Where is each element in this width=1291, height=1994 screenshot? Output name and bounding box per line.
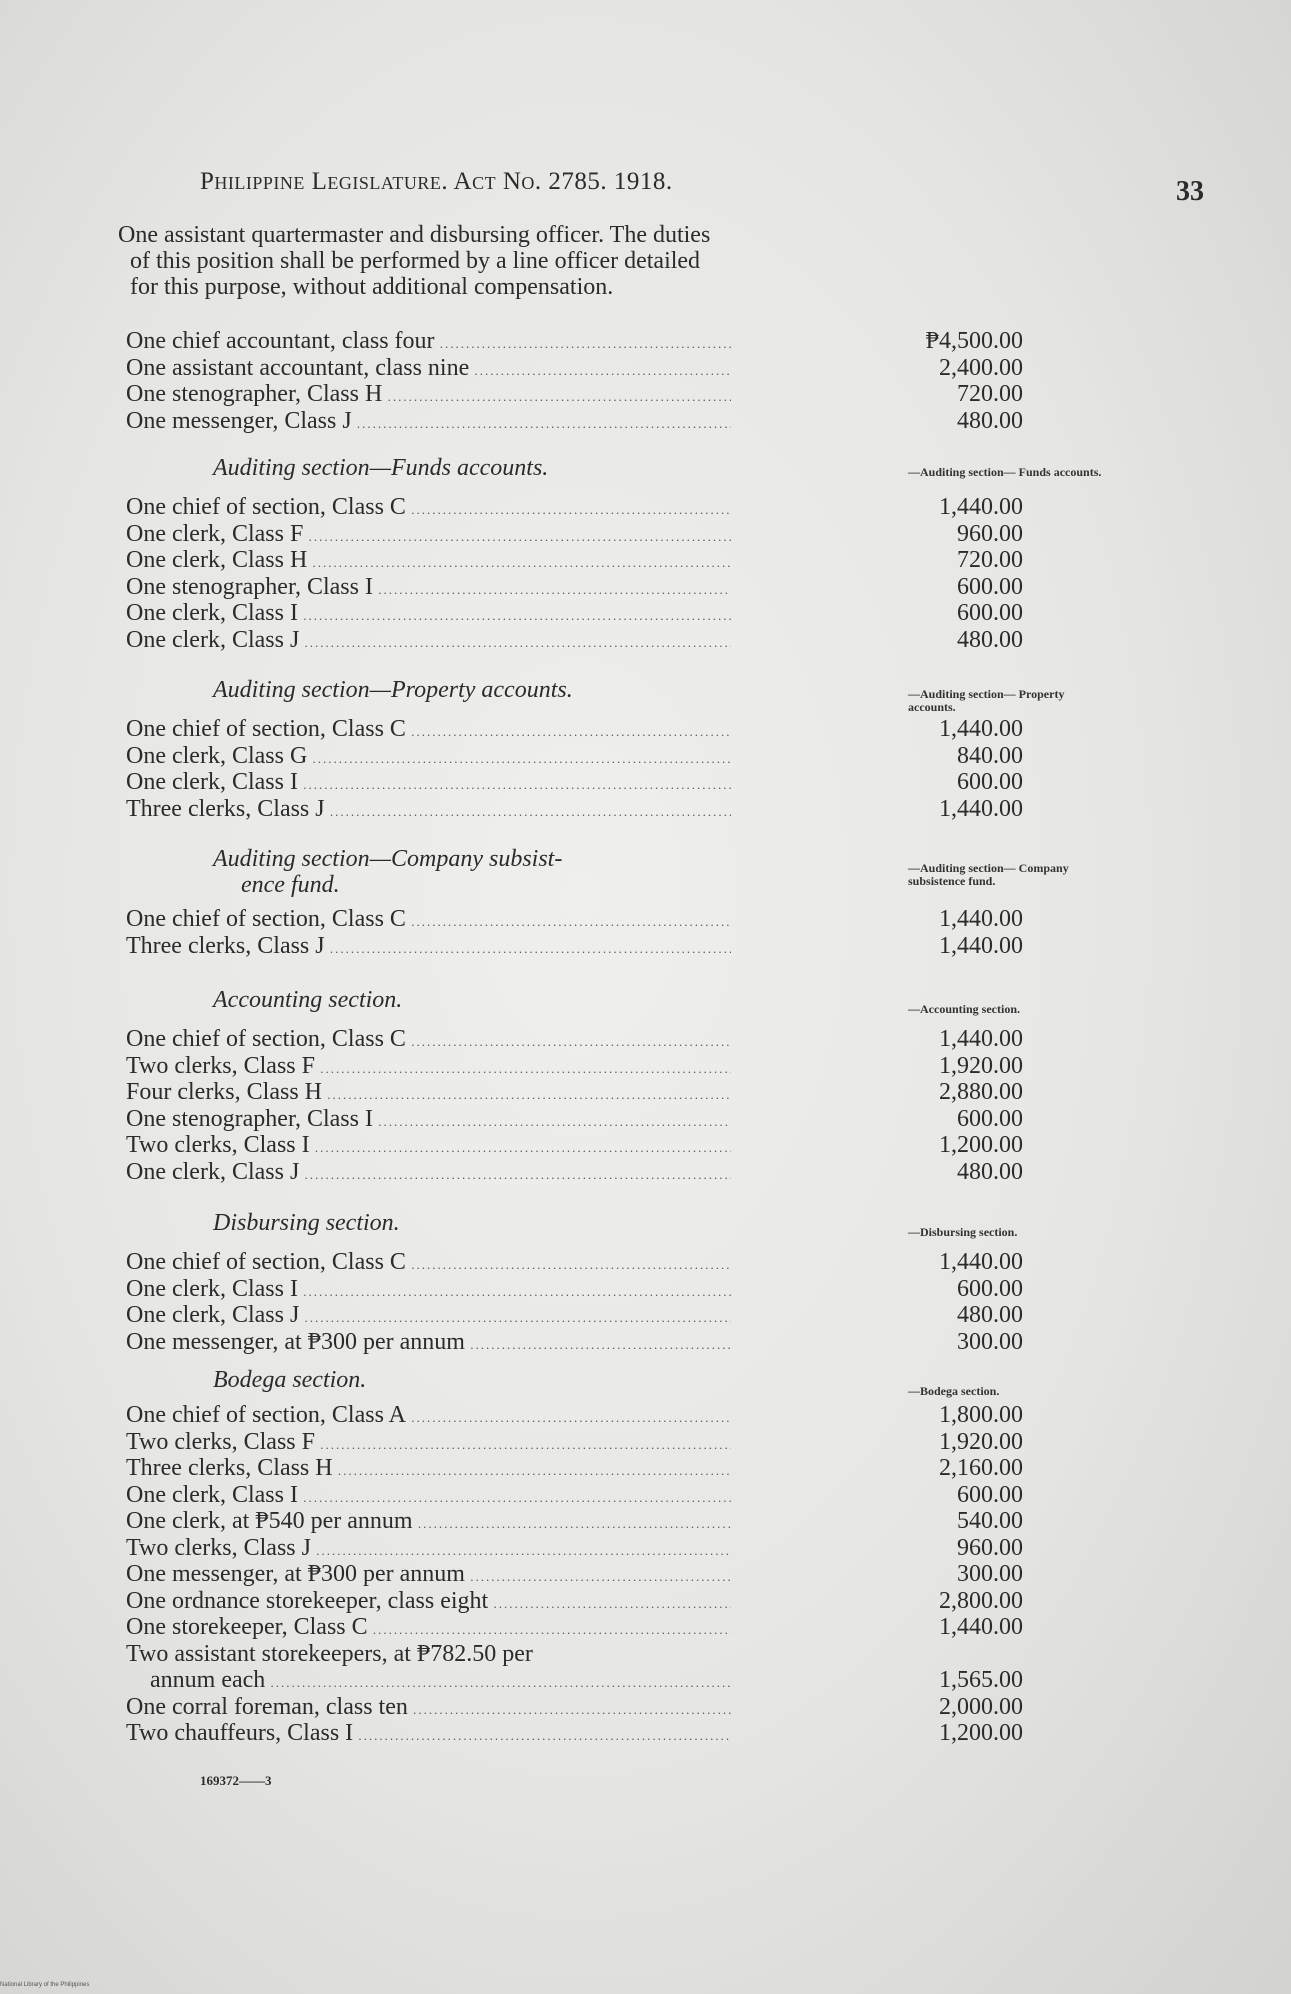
- line-item: [118, 494, 1023, 521]
- item-desc: One chief accountant, class four .....: [126, 328, 731, 358]
- line-item: [118, 381, 1023, 408]
- line-item: [118, 1508, 1023, 1535]
- item-amount: 600.00: [957, 600, 1023, 626]
- section-bodega: [118, 1362, 1023, 1747]
- item-desc: Two clerks, Class I .....: [126, 1132, 731, 1162]
- item-desc: One storekeeper, Class C .....: [126, 1614, 731, 1644]
- item-amount: 720.00: [957, 547, 1023, 573]
- item-desc: One clerk, Class I .....: [126, 1276, 731, 1306]
- section-company-subsistence: [118, 836, 1023, 959]
- section-heading: Auditing section—Property accounts.: [213, 677, 573, 703]
- item-desc: One clerk, at ₱540 per annum .....: [126, 1508, 731, 1538]
- item-desc: Two assistant storekeepers, at ₱782.50 per: [126, 1640, 533, 1667]
- item-desc: One chief of section, Class C .....: [126, 1249, 731, 1279]
- item-amount: 1,440.00: [939, 795, 1023, 822]
- line-item: [118, 742, 1023, 770]
- item-desc: One messenger, Class J .....: [126, 408, 731, 438]
- line-item: [118, 1026, 1023, 1053]
- line-item: [118, 1667, 1023, 1694]
- item-desc: One chief of section, Class C .....: [126, 1026, 731, 1056]
- item-amount: 480.00: [957, 626, 1023, 653]
- item-desc: One messenger, at ₱300 per annum .....: [126, 1329, 731, 1359]
- item-desc: annum each .....: [150, 1667, 731, 1697]
- section-heading: [213, 836, 908, 906]
- section-heading: Disbursing section.: [213, 1210, 400, 1236]
- item-desc: One chief of section, Class C .....: [126, 906, 731, 936]
- line-item: [118, 1052, 1023, 1080]
- section-accounting: [118, 978, 1023, 1185]
- line-item: [118, 1693, 1023, 1721]
- margin-note: —Auditing section— Property accounts.: [908, 687, 1065, 714]
- item-amount: 1,200.00: [939, 1720, 1023, 1746]
- intro-paragraph: One assistant quartermaster and disbursing officer. The duties of this position shall be performed by a line officer detailed for this purpose, without additional compensation.: [118, 222, 711, 300]
- item-amount: 600.00: [957, 573, 1023, 600]
- item-amount: 1,565.00: [939, 1667, 1023, 1693]
- item-amount: 2,880.00: [939, 1079, 1023, 1105]
- line-item: [118, 1561, 1023, 1588]
- item-desc: One clerk, Class I .....: [126, 600, 731, 630]
- item-amount: 1,440.00: [939, 716, 1023, 742]
- item-desc: One chief of section, Class C .....: [126, 494, 731, 524]
- section-heading-line1: Auditing section—Company subsist-: [213, 846, 563, 872]
- item-amount: 1,440.00: [939, 1026, 1023, 1052]
- line-item: [118, 626, 1023, 654]
- item-desc: One clerk, Class J .....: [126, 627, 731, 657]
- item-amount: 2,400.00: [939, 354, 1023, 381]
- margin-note: —Auditing section— Company subsistence fund.: [908, 861, 1069, 888]
- item-amount: ₱4,500.00: [925, 328, 1023, 354]
- item-desc: One clerk, Class G .....: [126, 743, 731, 773]
- line-item: [118, 1428, 1023, 1456]
- scan-credit: National Library of the Philippines: [0, 1982, 90, 1988]
- margin-note: —Auditing section— Funds accounts.: [908, 465, 1102, 479]
- item-amount: 300.00: [957, 1328, 1023, 1355]
- item-desc: One clerk, Class J .....: [126, 1159, 731, 1189]
- item-amount: 1,200.00: [939, 1132, 1023, 1158]
- item-desc: One clerk, Class I .....: [126, 1482, 731, 1512]
- item-desc: One ordnance storekeeper, class eight .....: [126, 1588, 731, 1618]
- item-desc: One clerk, Class J .....: [126, 1302, 731, 1332]
- item-desc: Two clerks, Class F .....: [126, 1429, 731, 1459]
- section-heading: Accounting section.: [213, 987, 403, 1013]
- line-item: [118, 547, 1023, 574]
- item-amount: 960.00: [957, 520, 1023, 547]
- item-amount: 480.00: [957, 1302, 1023, 1328]
- section-disbursing: [118, 1201, 1023, 1355]
- line-item: [118, 1720, 1023, 1747]
- item-desc: One messenger, at ₱300 per annum .....: [126, 1561, 731, 1591]
- item-amount: 2,160.00: [939, 1455, 1023, 1481]
- margin-note: —Bodega section.: [908, 1384, 1000, 1398]
- item-desc: One assistant accountant, class nine .....: [126, 355, 731, 385]
- item-amount: 1,440.00: [939, 1249, 1023, 1275]
- line-item: [118, 1455, 1023, 1482]
- item-desc: Four clerks, Class H .....: [126, 1079, 731, 1109]
- item-amount: 2,000.00: [939, 1693, 1023, 1720]
- item-amount: 1,440.00: [939, 494, 1023, 520]
- item-desc: One stenographer, Class I .....: [126, 574, 731, 604]
- item-desc: One chief of section, Class C .....: [126, 716, 731, 746]
- line-item: [118, 716, 1023, 743]
- item-desc: One clerk, Class I .....: [126, 769, 731, 799]
- line-item: [118, 1105, 1023, 1133]
- line-item: [118, 354, 1023, 382]
- item-amount: 480.00: [957, 407, 1023, 434]
- item-desc: Two clerks, Class J .....: [126, 1535, 731, 1565]
- item-desc: One clerk, Class F .....: [126, 521, 731, 551]
- line-item: [118, 1079, 1023, 1106]
- line-item: [118, 769, 1023, 796]
- section-funds-accounts: [118, 446, 1023, 653]
- item-amount: 600.00: [957, 1275, 1023, 1302]
- line-item: [118, 795, 1023, 823]
- item-desc: Three clerks, Class J .....: [126, 933, 731, 963]
- line-item: [118, 1132, 1023, 1159]
- line-item: [118, 1614, 1023, 1641]
- line-item: [118, 1328, 1023, 1356]
- item-amount: 1,920.00: [939, 1428, 1023, 1455]
- line-item: [118, 1641, 908, 1668]
- line-item: [118, 328, 1023, 355]
- item-desc: Two clerks, Class F .....: [126, 1053, 731, 1083]
- item-desc: One stenographer, Class H .....: [126, 381, 731, 411]
- section-heading: Bodega section.: [213, 1367, 367, 1393]
- line-item: [118, 1275, 1023, 1303]
- top-items: [118, 328, 1023, 434]
- margin-note: —Disbursing section.: [908, 1225, 1018, 1239]
- line-item: [118, 1481, 1023, 1509]
- item-amount: 1,920.00: [939, 1052, 1023, 1079]
- line-item: [118, 906, 1023, 933]
- line-item: [118, 1158, 1023, 1186]
- line-item: [118, 407, 1023, 435]
- item-amount: 300.00: [957, 1561, 1023, 1587]
- item-desc: Two chauffeurs, Class I .....: [126, 1720, 731, 1750]
- item-amount: 1,440.00: [939, 932, 1023, 959]
- item-amount: 2,800.00: [939, 1587, 1023, 1614]
- section-property-accounts: [118, 668, 1023, 822]
- item-amount: 840.00: [957, 742, 1023, 769]
- item-desc: One stenographer, Class I .....: [126, 1106, 731, 1136]
- item-amount: 540.00: [957, 1508, 1023, 1534]
- page-number: 33: [1176, 176, 1204, 207]
- line-item: [118, 573, 1023, 601]
- item-amount: 600.00: [957, 769, 1023, 795]
- item-desc: One chief of section, Class A .....: [126, 1402, 731, 1432]
- line-item: [118, 1302, 1023, 1329]
- item-desc: One clerk, Class H .....: [126, 547, 731, 577]
- item-amount: 960.00: [957, 1534, 1023, 1561]
- item-amount: 1,440.00: [939, 1614, 1023, 1640]
- item-amount: 1,800.00: [939, 1402, 1023, 1428]
- page-header: Philippine Legislature. Act No. 2785. 1918.: [200, 168, 673, 195]
- section-heading: Auditing section—Funds accounts.: [213, 455, 549, 481]
- line-item: [118, 1402, 1023, 1429]
- intro-block: [118, 222, 908, 300]
- line-item: [118, 1249, 1023, 1276]
- line-item: [118, 1534, 1023, 1562]
- line-item: [118, 520, 1023, 548]
- section-heading-line2: ence fund.: [241, 872, 340, 898]
- item-amount: 720.00: [957, 381, 1023, 407]
- item-amount: 600.00: [957, 1105, 1023, 1132]
- margin-note: —Accounting section.: [908, 1002, 1020, 1016]
- item-amount: 600.00: [957, 1481, 1023, 1508]
- line-item: [118, 600, 1023, 627]
- signature-mark: 169372——3: [200, 1773, 272, 1788]
- item-amount: 480.00: [957, 1158, 1023, 1185]
- item-desc: Three clerks, Class H .....: [126, 1455, 731, 1485]
- item-desc: Three clerks, Class J .....: [126, 796, 731, 826]
- line-item: [118, 932, 1023, 960]
- line-item: [118, 1587, 1023, 1615]
- item-amount: 1,440.00: [939, 906, 1023, 932]
- item-desc: One corral foreman, class ten .....: [126, 1694, 731, 1724]
